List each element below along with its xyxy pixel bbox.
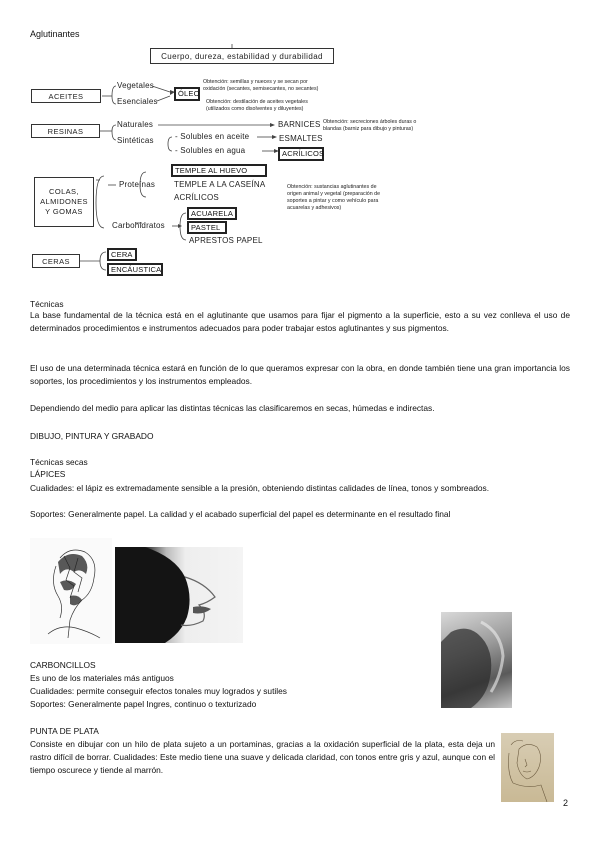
section-heading: Aglutinantes [30, 29, 80, 39]
dibujo-heading: DIBUJO, PINTURA Y GRABADO [30, 431, 154, 441]
category-resinas: RESINAS [31, 124, 100, 138]
note-colas-3: soportes a pintar y como vehículo para [287, 198, 379, 204]
pencil-drawing-image [30, 538, 112, 644]
node-temple-caseina: TEMPLE A LA CASEÍNA [174, 180, 266, 189]
node-vegetales: Vegetales [117, 81, 154, 90]
tecnicas-paragraph-1: La base fundamental de la técnica está en el aglutinante que usamos para fijar el pigmento a la superficie, esto a su vez conlleva el uso de determinados procedimientos e instrumentos adecuados para poder trabajar estos aglutinantes y sus pigmentos. [30, 310, 570, 334]
category-ceras: CERAS [32, 254, 80, 268]
node-solubles-aceite: - Solubles en aceite [175, 132, 250, 141]
carboncillos-line-3: Soportes: Generalmente papel Ingres, continuo o texturizado [30, 699, 257, 709]
note-aceites-1: Obtención: semillas y nueces y se secan por [203, 79, 308, 85]
node-proteinas: Proteínas [119, 180, 156, 189]
page-number: 2 [563, 798, 569, 808]
face-pencil-image [115, 547, 243, 643]
node-barnices: BARNICES [278, 120, 321, 129]
note-colas-1: Obtención: sustancias aglutinantes de [287, 184, 377, 190]
note-resinas-2: blandas (barniz para dibujo y pinturas) [323, 126, 414, 132]
node-naturales: Naturales [117, 120, 154, 129]
carboncillos-title: CARBONCILLOS [30, 660, 96, 670]
punta-plata-paragraph: Consiste en dibujar con un hilo de plata sujeto a un portaminas, gracias a la oxidación superficial de la plata, esta deja un rastro difícil de borrar. Cualidades: Este medio tiene una suave y delicada claridad, con tonos entre gris y azul, aunque con el tiempo oscurece y tiende al marrón. [30, 739, 495, 776]
note-aceites-3: Obtención: destilación de aceites vegetales [206, 99, 308, 105]
lapices-soportes: Soportes: Generalmente papel. La calidad y el acabado superficial del papel es determinante en el resultado final [30, 509, 451, 519]
tecnicas-paragraph-2: El uso de una determinada técnica estará en función de lo que queramos expresar con la obra, en donde también tiene una gran importancia los soportes, los procedimientos y los instrumentos empleados. [30, 363, 570, 387]
node-pastel: PASTEL [187, 221, 227, 234]
carboncillos-line-1: Es uno de los materiales más antiguos [30, 673, 174, 683]
node-esmaltes: ESMALTES [279, 134, 323, 143]
secas-title: Técnicas secas [30, 457, 88, 467]
charcoal-drawing-image [441, 612, 512, 708]
diagram-top-label: Cuerpo, dureza, estabilidad y durabilidad [150, 48, 334, 64]
node-encaustica: ENCÁUSTICA [107, 263, 163, 276]
node-acuarela: ACUARELA [187, 207, 237, 220]
node-acrilicos-resinas: ACRÍLICOS [278, 147, 324, 161]
tecnicas-paragraph-3: Dependiendo del medio para aplicar las distintas técnicas las clasificaremos en secas, húmedas e indirectas. [30, 403, 435, 413]
carboncillos-line-2: Cualidades: permite conseguir efectos tonales muy logrados y sutiles [30, 686, 287, 696]
node-esenciales: Esenciales [117, 97, 158, 106]
lapices-title: LÁPICES [30, 469, 66, 479]
node-acrilicos-colas: ACRÍLICOS [174, 193, 219, 202]
silverpoint-drawing-image [501, 733, 554, 802]
node-carbohidratos: Carbohidratos [112, 221, 165, 230]
node-sinteticas: Sintéticas [117, 136, 154, 145]
node-temple-huevo: TEMPLE AL HUEVO [171, 164, 267, 177]
node-cera: CERA [107, 248, 137, 261]
lapices-cualidades: Cualidades: el lápiz es extremadamente sensible a la presión, obteniendo distintas calidades de línea, tonos y sombreados. [30, 483, 490, 493]
note-resinas-1: Obtención: secreciones árboles duras o [323, 119, 417, 125]
node-aprestos: APRESTOS PAPEL [189, 236, 263, 245]
note-aceites-2: oxidación (secantes, semisecantes, no secantes) [203, 86, 319, 92]
category-colas: COLAS, ALMIDONES Y GOMAS [34, 177, 94, 227]
node-solubles-agua: - Solubles en agua [175, 146, 246, 155]
tecnicas-title: Técnicas [30, 299, 64, 309]
category-aceites: ACEITES [31, 89, 101, 103]
punta-plata-title: PUNTA DE PLATA [30, 726, 99, 736]
node-oleo: ÓLEO [174, 87, 200, 101]
note-colas-4: acuarelas y adhesivos) [287, 205, 342, 211]
note-colas-2: origen animal y vegetal (preparación de [287, 191, 381, 197]
note-aceites-4: (utilizados como disolventes y diluyentes) [206, 106, 304, 112]
